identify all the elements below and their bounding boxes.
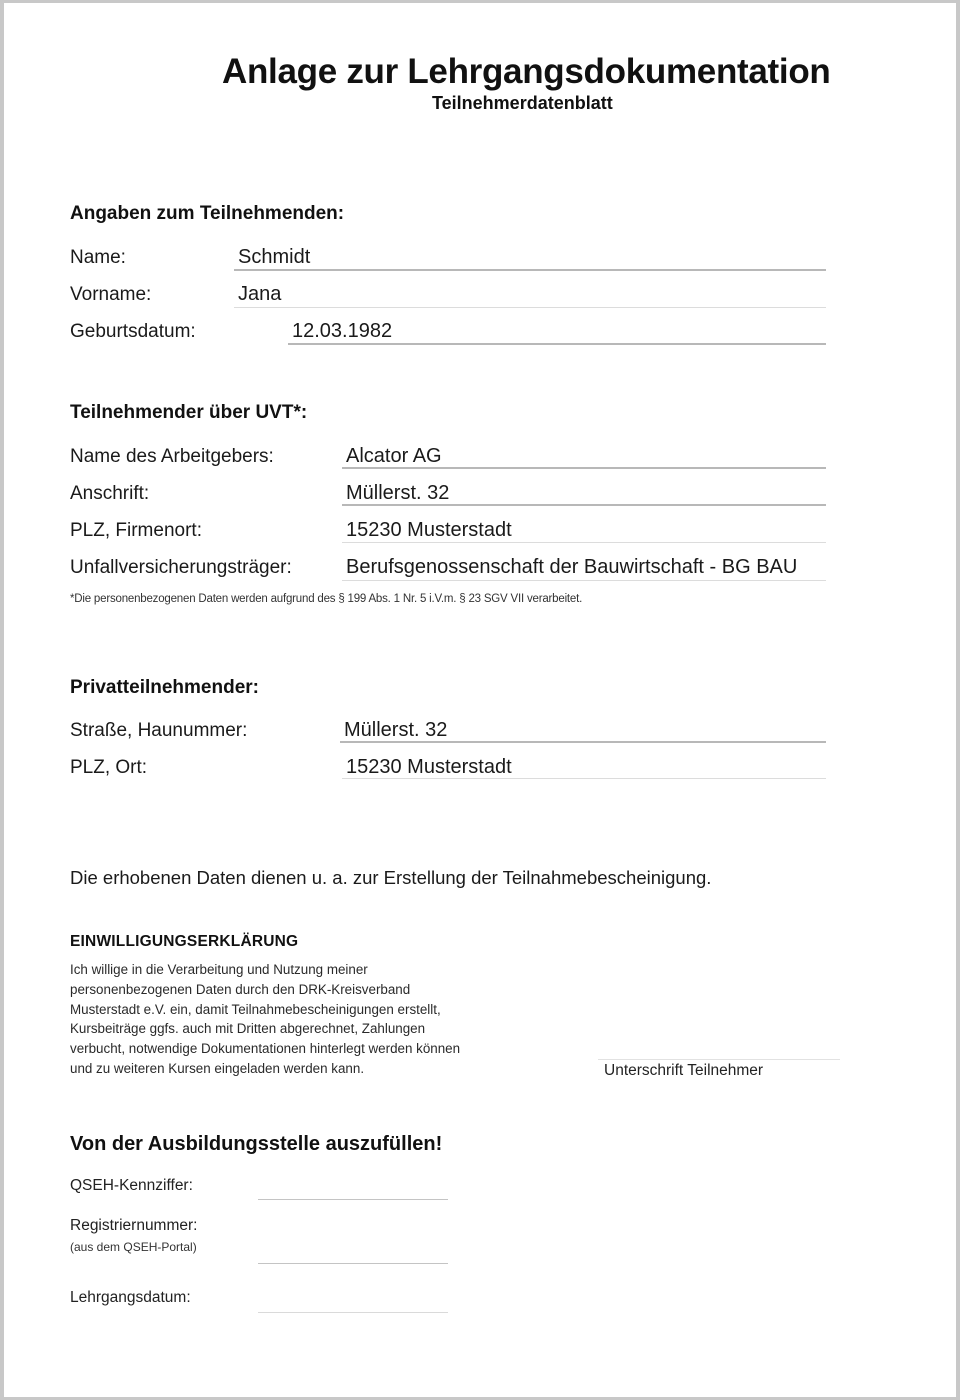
registration-sublabel: (aus dem QSEH-Portal)	[70, 1240, 197, 1254]
zip-city-value[interactable]: 15230 Musterstadt	[346, 756, 512, 778]
signature-line[interactable]	[598, 1059, 840, 1060]
firstname-underline	[234, 307, 826, 308]
consent-heading: EINWILLIGUNGSERKLÄRUNG	[70, 933, 299, 950]
signature-label: Unterschrift Teilnehmer	[604, 1062, 764, 1079]
consent-line: Kursbeiträge ggfs. auch mit Dritten abgerechnet, Zahlungen	[70, 1021, 426, 1037]
address-value[interactable]: Müllerst. 32	[346, 482, 450, 504]
qseh-id-field[interactable]	[258, 1199, 448, 1200]
insurer-label: Unfallversicherungsträger:	[70, 557, 292, 578]
birthdate-underline	[288, 343, 826, 345]
employer-underline	[342, 467, 826, 469]
street-label: Straße, Haunummer:	[70, 720, 248, 741]
name-label: Name:	[70, 247, 126, 268]
insurer-underline	[342, 580, 826, 581]
company-city-label: PLZ, Firmenort:	[70, 520, 202, 541]
company-city-underline	[342, 542, 826, 543]
participant-heading: Angaben zum Teilnehmenden:	[70, 203, 345, 224]
consent-line: Musterstadt e.V. ein, damit Teilnahmebescheinigungen erstellt,	[70, 1001, 441, 1017]
qseh-id-label: QSEH-Kennziffer:	[70, 1177, 193, 1194]
course-date-label: Lehrgangsdatum:	[70, 1289, 191, 1306]
private-heading: Privatteilnehmender:	[70, 677, 259, 698]
employer-value[interactable]: Alcator AG	[346, 445, 442, 467]
address-underline	[342, 504, 826, 506]
consent-line: verbucht, notwendige Dokumentationen hinterlegt werden können	[70, 1041, 461, 1057]
birthdate-value[interactable]: 12.03.1982	[292, 320, 393, 342]
employer-label: Name des Arbeitgebers:	[70, 446, 274, 467]
birthdate-label: Geburtsdatum:	[70, 321, 196, 342]
company-city-value[interactable]: 15230 Musterstadt	[346, 519, 512, 541]
address-label: Anschrift:	[70, 483, 150, 504]
uvt-footnote: *Die personenbezogenen Daten werden aufgrund des § 199 Abs. 1 Nr. 5 i.V.m. § 23 SGV VII verarbeitet.	[70, 593, 583, 605]
training-office-heading: Von der Ausbildungsstelle auszufüllen!	[70, 1133, 443, 1155]
consent-line: personenbezogenen Daten durch den DRK-Kreisverband	[70, 981, 411, 997]
street-value[interactable]: Müllerst. 32	[344, 719, 448, 741]
consent-text	[70, 960, 550, 1079]
document-subtitle: Teilnehmerdatenblatt	[432, 93, 613, 113]
document-title: Anlage zur Lehrgangsdokumentation	[222, 52, 831, 91]
firstname-value[interactable]: Jana	[238, 283, 282, 305]
uvt-heading: Teilnehmender über UVT*:	[70, 402, 308, 423]
insurer-value[interactable]: Berufsgenossenschaft der Bauwirtschaft - BG BAU	[346, 556, 798, 578]
name-underline	[234, 269, 826, 271]
name-value[interactable]: Schmidt	[238, 246, 311, 268]
registration-field[interactable]	[258, 1263, 448, 1264]
course-date-field[interactable]	[258, 1312, 448, 1313]
street-underline	[340, 741, 826, 743]
registration-label: Registriernummer:	[70, 1217, 198, 1234]
consent-line: Ich willige in die Verarbeitung und Nutzung meiner	[70, 962, 368, 977]
firstname-label: Vorname:	[70, 284, 152, 305]
consent-line: und zu weiteren Kursen eingeladen werden kann.	[70, 1060, 365, 1076]
purpose-text: Die erhobenen Daten dienen u. a. zur Erstellung der Teilnahmebescheinigung.	[70, 867, 712, 888]
zip-city-label: PLZ, Ort:	[70, 757, 148, 778]
zip-city-underline	[342, 778, 826, 779]
